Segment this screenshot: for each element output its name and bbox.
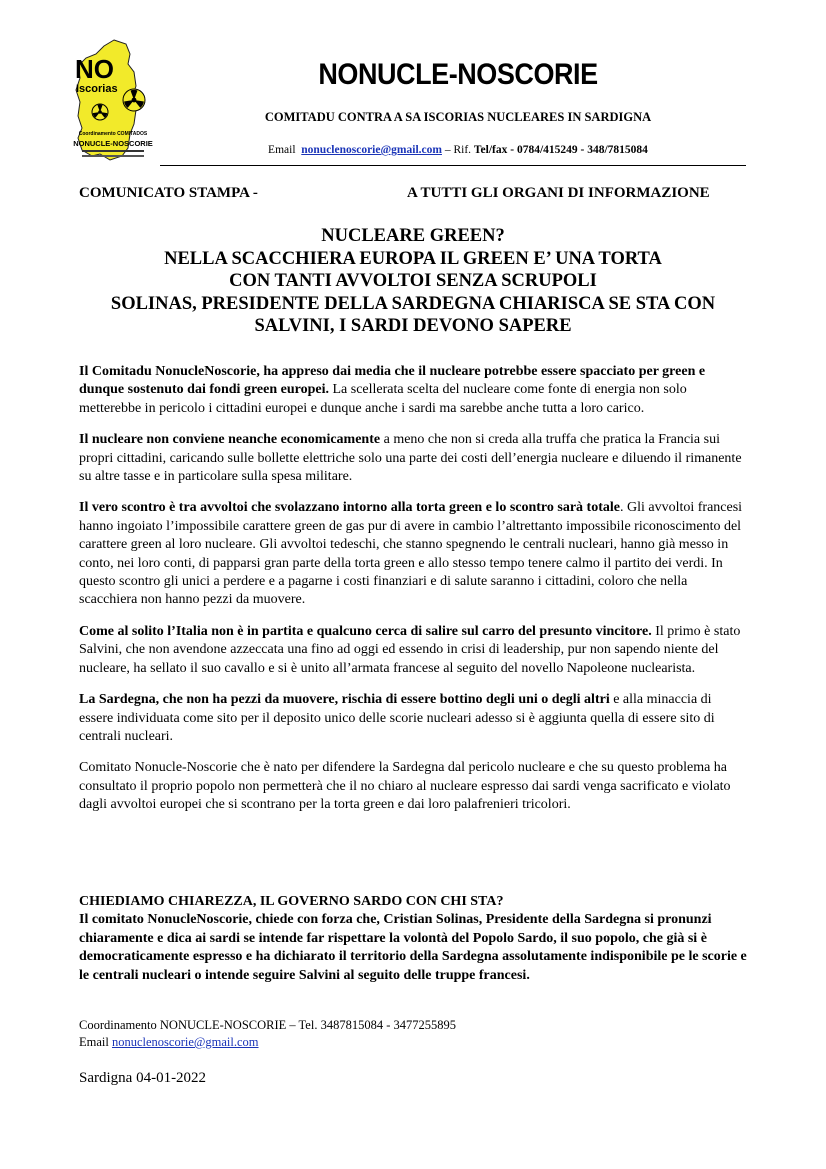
paragraph-lead: Il vero scontro è tra avvoltoi che svolazzano intorno alla torta green e lo scontro sarà totale bbox=[79, 500, 620, 516]
document-date: Sardigna 04-01-2022 bbox=[79, 1070, 207, 1086]
phone-numbers: - 0784/415249 - 348/7815084 bbox=[507, 144, 648, 156]
headline-line: CON TANTI AVVOLTOI SENZA SCRUPOLI bbox=[229, 271, 597, 291]
press-release-label: COMUNICATO STAMPA - bbox=[79, 185, 258, 201]
logo-text-coordinamento: Coordinamento COMITADOS bbox=[78, 131, 148, 137]
paragraph-text: La scellerata scelta del nucleare come fonte di energia non solo metterebbe in pericolo i cittadini europei e dunque anche i sardi ma sarebbe anche tutta a loro carico. bbox=[79, 382, 687, 416]
paragraph-text: e alla minaccia di essere individuata come sito per il deposito unico delle scorie nucleari adesso si è aggiunta quella di essere sito di centrali nucleari. bbox=[79, 692, 715, 744]
paragraph bbox=[79, 499, 749, 609]
paragraph-text: a meno che non si creda alla truffa che pratica la Francia sui propri cittadini, caricando sulle bollette elettriche solo una parte dei costi dell’energia nucleare e diluendo il rimanente su altre tasse e in particolare sulla spesa militare. bbox=[79, 432, 742, 485]
headline bbox=[70, 225, 756, 338]
logo-text-iscorias: Iscorias bbox=[76, 83, 118, 95]
paragraph-text: Il primo è stato Salvini, che non avendone azzeccata una fino ad oggi ed essendo in crisi di leadership, pur non sapendo niente del nucleare, ha sellato il suo cavallo e si è unito all’armata francese al seguito del novello Napoleone nuclearista. bbox=[79, 623, 741, 676]
cta-heading: CHIEDIAMO CHIAREZZA, IL GOVERNO SARDO CON CHI STA? bbox=[79, 894, 504, 909]
paragraph bbox=[79, 363, 749, 418]
radiation-icon bbox=[123, 89, 145, 111]
headline-line: NELLA SCACCHIERA EUROPA IL GREEN E’ UNA TORTA bbox=[164, 248, 662, 269]
page-title: NONUCLE-NOSCORIE bbox=[318, 58, 598, 91]
logo bbox=[70, 38, 156, 164]
footer bbox=[79, 1017, 456, 1051]
email-label: Email bbox=[268, 144, 296, 156]
headline-line: SOLINAS, PRESIDENTE DELLA SARDEGNA CHIARISCA SE STA CON bbox=[110, 293, 716, 314]
paragraph-text: . Gli avvoltoi francesi hanno ingoiato l’impossibile carattere green de gas pur di avere in cambio l’altrettanto impossibile riconoscimento del carattere green al loro nucleare. Gli avvoltoi tedeschi, che stanno spegnendo le centrali nucleari, hanno già messo in conto, nei loro conti, di papparsi gran parte della torta green e allo stesso tempo tenere calmo il partito dei verdi. In questo scontro gli unici a perdere e a pagarne i costi finanziari e di salute saranno i cittadini, coloro che nella scacchiera non hanno pezzi da muovere. bbox=[79, 500, 743, 608]
paragraph bbox=[79, 691, 749, 746]
footer-contact: Coordinamento NONUCLE-NOSCORIE – Tel. 3487815084 - 3477255895 bbox=[79, 1018, 456, 1032]
telfax-label: Tel/fax bbox=[473, 144, 508, 156]
paragraph bbox=[79, 759, 749, 814]
call-to-action bbox=[79, 893, 749, 985]
headline-line: NUCLEARE GREEN? bbox=[321, 226, 505, 246]
paragraph-lead: La Sardegna, che non ha pezzi da muovere, rischia di essere bottino degli uni o degli altri bbox=[79, 692, 610, 708]
header-contact bbox=[200, 144, 716, 156]
paragraph-lead: Il nucleare non conviene neanche economicamente bbox=[79, 432, 381, 448]
footer-email-label: Email bbox=[79, 1035, 112, 1049]
recipients-label: A TUTTI GLI ORGANI DI INFORMAZIONE bbox=[407, 185, 710, 201]
paragraph bbox=[79, 623, 749, 678]
logo-text-no: NO bbox=[75, 54, 114, 84]
radiation-icon bbox=[92, 104, 108, 120]
cta-text: Il comitato NonucleNoscorie, chiede con forza che, Cristian Solinas, Presidente della Sardegna si pronunzi chiaramente e dica ai sardi se intende far rispettare la volontà del Popolo Sardo, il suo popolo, che già si è democraticamente espresso e ha dichiarato il territorio della Sardegna assolutamente indisponibile pe le scorie e le centrali nucleari o intende seguire Salvini al seguito delle truppe francesi. bbox=[79, 912, 747, 983]
header-email-link[interactable]: nonuclenoscorie@gmail.com bbox=[301, 144, 442, 156]
footer-email-link[interactable]: nonuclenoscorie@gmail.com bbox=[111, 1035, 259, 1049]
page-subtitle: COMITADU CONTRA A SA ISCORIAS NUCLEARES IN SARDIGNA bbox=[264, 110, 652, 124]
header-divider bbox=[160, 165, 746, 166]
sardinia-nuclear-logo-icon bbox=[70, 38, 156, 164]
logo-text-nonucle: NONUCLE-NOSCORIE bbox=[73, 139, 153, 148]
article-body bbox=[79, 363, 749, 828]
footer-email-row bbox=[79, 1034, 456, 1051]
rif-prefix: – Rif. bbox=[441, 144, 474, 156]
headline-line: SALVINI, I SARDI DEVONO SAPERE bbox=[254, 316, 572, 336]
paragraph bbox=[79, 431, 749, 486]
paragraph-lead: Il Comitadu NonucleNoscorie, ha appreso dai media che il nucleare potrebbe essere spacciato per green e dunque sostenuto dai fondi green europei. bbox=[79, 364, 706, 398]
paragraph-lead: Come al solito l’Italia non è in partita e qualcuno cerca di salire sul carro del presunto vincitore. bbox=[79, 623, 652, 639]
paragraph-text: Comitato Nonucle-Noscorie che è nato per difendere la Sardegna dal pericolo nucleare e che su questo problema ha consultato il proprio popolo non permetterà che il no chiaro al nucleare espresso dai sardi venga sacrificato e violato dagli avvoltoi europei che si scontrano per la torta green e dai loro palafrenieri tricolori. bbox=[79, 760, 731, 813]
